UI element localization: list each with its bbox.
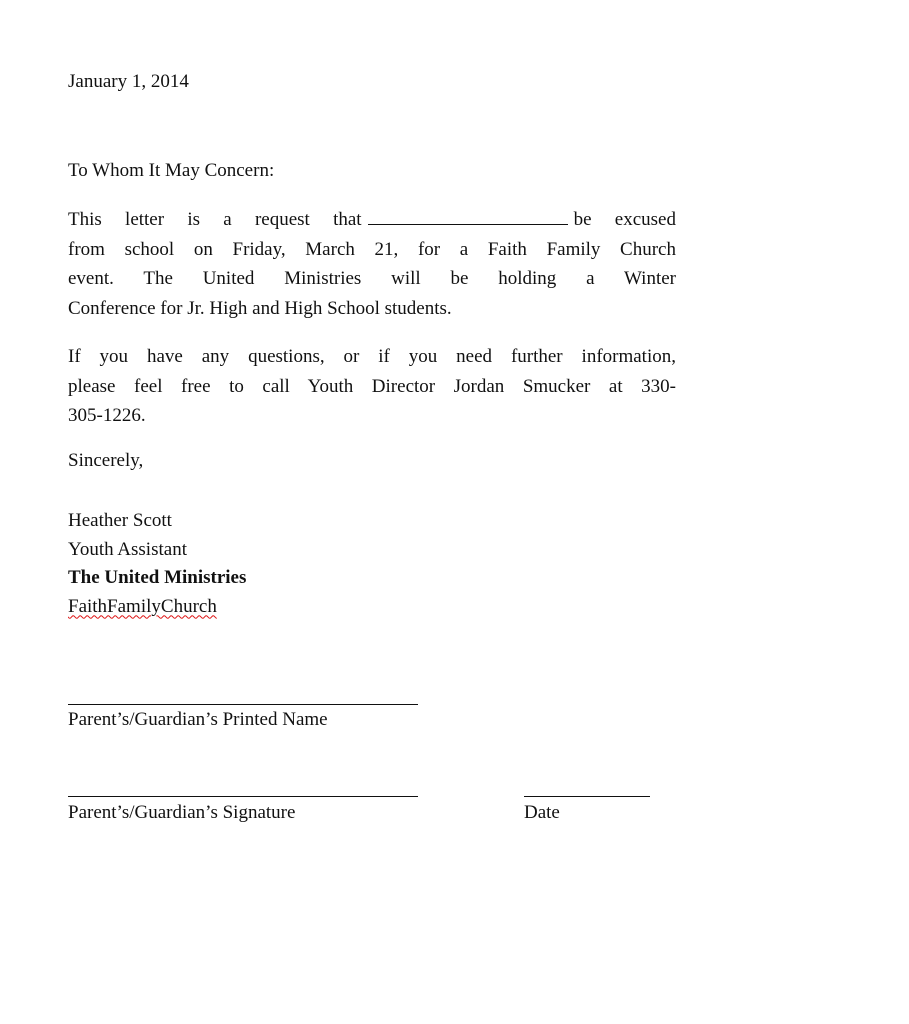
request-line-1-end: be excused [573,209,676,230]
contact-line-1: If you have any questions, or if you need further information, [68,346,676,367]
date-label: Date [524,802,560,823]
printed-name-line [68,704,418,705]
student-name-blank [368,207,568,225]
closing: Sincerely, [68,450,144,471]
signature-label: Parent’s/Guardian’s Signature [68,802,296,823]
request-line-1-start: This letter is a request that [68,209,362,230]
signer-church [68,593,246,622]
request-line-1 [68,205,676,235]
salutation: To Whom It May Concern: [68,160,275,181]
church-name: FaithFamilyChurch [68,595,217,617]
request-line-4: Conference for Jr. High and High School students. [68,297,452,319]
signer-name: Heather Scott [68,510,172,531]
request-line-2: from school on Friday, March 21, for a Faith Family Church [68,238,676,260]
signature-block [68,507,246,621]
request-paragraph [68,205,676,323]
contact-line-3: 305-1226. [68,405,146,426]
date-line [524,796,650,797]
request-line-3: event. The United Ministries will be holding a Winter [68,268,676,289]
contact-line-2: please feel free to call Youth Director Jordan Smucker at 330- [68,375,676,397]
signer-title: Youth Assistant [68,538,187,560]
printed-name-label: Parent’s/Guardian’s Printed Name [68,709,328,730]
contact-paragraph [68,342,676,431]
signature-line [68,796,418,797]
letter-date: January 1, 2014 [68,71,189,92]
signer-organization: The United Ministries [68,567,247,588]
